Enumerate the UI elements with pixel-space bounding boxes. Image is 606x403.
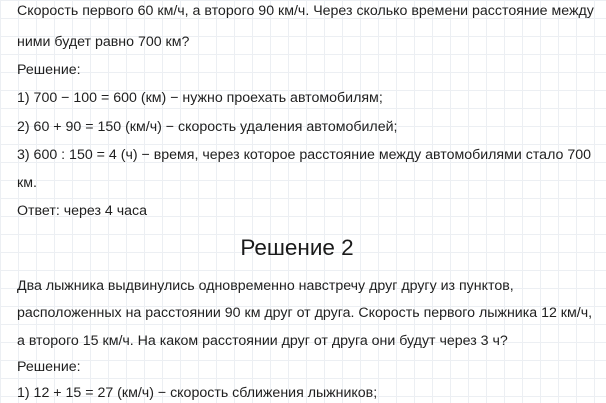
problem-text-line-2: расположенных на расстоянии 90 км друг от друга. Скорость первого лыжника 12 км/ч, xyxy=(17,305,593,321)
solution-step-1: 1) 700 − 100 = 600 (км) − нужно проехать автомобилям; xyxy=(17,90,383,106)
problem-text-line-3: а второго 15 км/ч. На каком расстоянии друг от друга они будут через 3 ч? xyxy=(17,333,508,349)
problem-text-line-2: ними будет равно 700 км? xyxy=(17,34,190,50)
solution-step-1: 1) 12 + 15 = 27 (км/ч) − скорость сближения лыжников; xyxy=(17,385,378,401)
solution-step-3: 3) 600 : 150 = 4 (ч) − время, через которое расстояние между автомобилями стало 700 xyxy=(17,147,592,163)
problem-text-line-1: Два лыжника выдвинулись одновременно навстречу друг другу из пунктов, xyxy=(17,278,514,294)
solution-step-2: 2) 60 + 90 = 150 (км/ч) − скорость удаления автомобилей; xyxy=(17,119,398,135)
solution-step-3-continued: км. xyxy=(17,175,37,191)
answer-line: Ответ: через 4 часа xyxy=(17,203,148,219)
solution-label: Решение: xyxy=(17,359,81,375)
problem-text-line-1: Скорость первого 60 км/ч, а второго 90 км/ч. Через сколько времени расстояние между xyxy=(17,3,594,19)
solution-label: Решение: xyxy=(17,62,81,78)
section-heading: Решение 2 xyxy=(240,235,354,260)
